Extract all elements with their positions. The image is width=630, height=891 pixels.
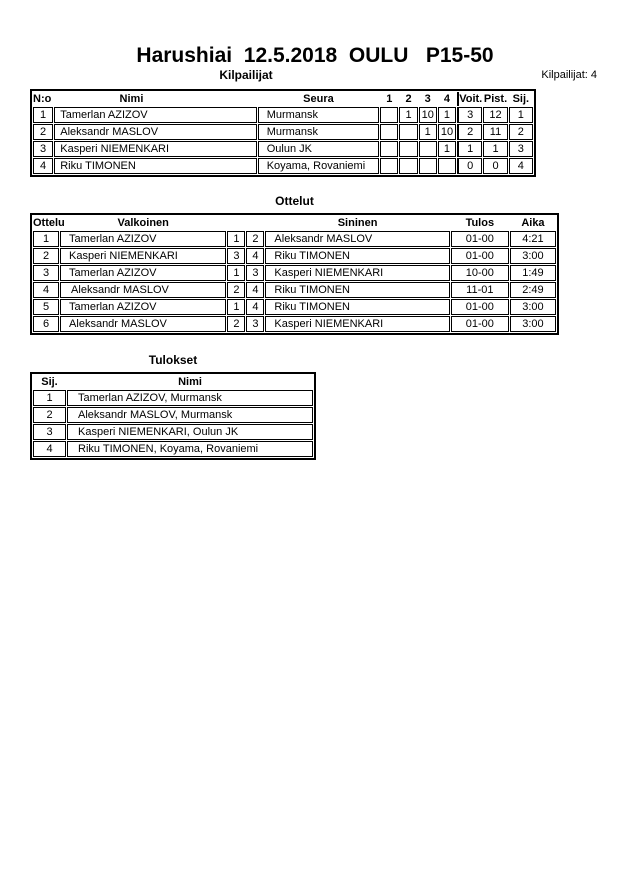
col-header-opp3: 3 bbox=[424, 93, 431, 105]
cell-m3 bbox=[419, 158, 437, 174]
cell-valkoinen: Tamerlan AZIZOV bbox=[60, 231, 226, 247]
cell-snum: 3 bbox=[246, 265, 264, 281]
table-row bbox=[33, 424, 313, 440]
cell-sij: 1 bbox=[509, 107, 533, 123]
cell-m4: 1 bbox=[438, 141, 456, 157]
table-row bbox=[33, 407, 313, 423]
matches-table bbox=[30, 213, 559, 335]
cell-snum: 4 bbox=[246, 282, 264, 298]
cell-aika: 3:00 bbox=[510, 316, 556, 332]
cell-m1 bbox=[380, 107, 398, 123]
cell-snum: 3 bbox=[246, 316, 264, 332]
cell-valkoinen: Aleksandr MASLOV bbox=[60, 316, 226, 332]
competitors-heading: Kilpailijat bbox=[219, 68, 273, 82]
cell-no: 4 bbox=[33, 158, 53, 174]
cell-match-no: 1 bbox=[33, 231, 59, 247]
col-header-snum bbox=[246, 216, 264, 230]
cell-seura: Oulun JK bbox=[258, 141, 379, 157]
cell-tulos: 01-00 bbox=[451, 299, 509, 315]
cell-nimi: Tamerlan AZIZOV, Murmansk bbox=[67, 390, 313, 406]
table-row bbox=[33, 248, 556, 264]
table-row bbox=[33, 316, 556, 332]
col-header-ottelu: Ottelu bbox=[33, 217, 65, 229]
competitors-count-label: Kilpailijat: 4 bbox=[541, 69, 597, 81]
table-header-row bbox=[33, 216, 556, 230]
cell-pist: 1 bbox=[483, 141, 507, 157]
cell-m3 bbox=[419, 141, 437, 157]
cell-sij: 2 bbox=[33, 407, 66, 423]
col-header-aika: Aika bbox=[521, 217, 545, 229]
col-header-voit: Voit. bbox=[457, 92, 482, 106]
cell-sininen: Riku TIMONEN bbox=[265, 299, 449, 315]
col-header-tulos: Tulos bbox=[465, 217, 495, 229]
table-row bbox=[33, 231, 556, 247]
col-header-sininen: Sininen bbox=[337, 217, 378, 229]
col-header-nimi: Nimi bbox=[178, 376, 202, 388]
cell-sij: 4 bbox=[33, 441, 66, 457]
cell-no: 1 bbox=[33, 107, 53, 123]
cell-aika: 3:00 bbox=[510, 248, 556, 264]
cell-seura: Murmansk bbox=[258, 124, 379, 140]
cell-aika: 3:00 bbox=[510, 299, 556, 315]
table-row bbox=[33, 158, 533, 174]
col-header-sij: Sij. bbox=[512, 93, 530, 105]
cell-sij: 1 bbox=[33, 390, 66, 406]
col-header-vnum bbox=[227, 216, 245, 230]
cell-match-no: 6 bbox=[33, 316, 59, 332]
cell-m1 bbox=[380, 141, 398, 157]
page-title: Harushiai 12.5.2018 OULU P15-50 bbox=[136, 44, 494, 67]
table-header-row bbox=[33, 375, 313, 389]
cell-sininen: Aleksandr MASLOV bbox=[265, 231, 449, 247]
cell-vnum: 1 bbox=[227, 231, 245, 247]
table-row bbox=[33, 299, 556, 315]
cell-seura: Murmansk bbox=[258, 107, 379, 123]
cell-sininen: Riku TIMONEN bbox=[265, 282, 449, 298]
table-row bbox=[33, 124, 533, 140]
cell-voit: 3 bbox=[457, 107, 482, 123]
cell-m4: 10 bbox=[438, 124, 456, 140]
cell-voit: 0 bbox=[457, 158, 482, 174]
cell-nimi: Kasperi NIEMENKARI bbox=[54, 141, 256, 157]
cell-snum: 4 bbox=[246, 299, 264, 315]
cell-tulos: 01-00 bbox=[451, 231, 509, 247]
cell-sij: 3 bbox=[33, 424, 66, 440]
cell-snum: 4 bbox=[246, 248, 264, 264]
col-header-seura: Seura bbox=[303, 93, 334, 105]
col-header-opp1: 1 bbox=[386, 93, 393, 105]
cell-nimi: Tamerlan AZIZOV bbox=[54, 107, 256, 123]
cell-nimi: Riku TIMONEN, Koyama, Rovaniemi bbox=[67, 441, 313, 457]
cell-vnum: 1 bbox=[227, 265, 245, 281]
cell-vnum: 1 bbox=[227, 299, 245, 315]
cell-m1 bbox=[380, 158, 398, 174]
cell-nimi: Riku TIMONEN bbox=[54, 158, 256, 174]
cell-m2 bbox=[399, 158, 417, 174]
cell-tulos: 10-00 bbox=[451, 265, 509, 281]
cell-sij: 3 bbox=[509, 141, 533, 157]
competitors-table bbox=[30, 89, 536, 177]
cell-valkoinen: Tamerlan AZIZOV bbox=[60, 299, 226, 315]
cell-no: 2 bbox=[33, 124, 53, 140]
cell-no: 3 bbox=[33, 141, 53, 157]
cell-tulos: 01-00 bbox=[451, 316, 509, 332]
cell-seura: Koyama, Rovaniemi bbox=[258, 158, 379, 174]
cell-m2: 1 bbox=[399, 107, 417, 123]
col-header-pist: Pist. bbox=[483, 93, 508, 105]
col-header-nimi: Nimi bbox=[119, 93, 144, 105]
col-header-opp2: 2 bbox=[405, 93, 412, 105]
results-heading: Tulokset bbox=[148, 353, 198, 367]
cell-match-no: 5 bbox=[33, 299, 59, 315]
cell-valkoinen: Tamerlan AZIZOV bbox=[60, 265, 226, 281]
cell-m2 bbox=[399, 124, 417, 140]
cell-tulos: 01-00 bbox=[451, 248, 509, 264]
cell-sij: 2 bbox=[509, 124, 533, 140]
table-row bbox=[33, 265, 556, 281]
col-header-valkoinen: Valkoinen bbox=[117, 217, 169, 229]
table-row bbox=[33, 390, 313, 406]
cell-nimi: Aleksandr MASLOV, Murmansk bbox=[67, 407, 313, 423]
cell-m4 bbox=[438, 158, 456, 174]
table-header-row bbox=[33, 92, 533, 106]
cell-sininen: Kasperi NIEMENKARI bbox=[265, 265, 449, 281]
col-header-no: N:o bbox=[33, 93, 52, 105]
table-row bbox=[33, 107, 533, 123]
col-header-sij: Sij. bbox=[41, 376, 58, 388]
matches-heading: Ottelut bbox=[275, 194, 314, 208]
cell-sininen: Riku TIMONEN bbox=[265, 248, 449, 264]
table-row bbox=[33, 141, 533, 157]
cell-aika: 4:21 bbox=[510, 231, 556, 247]
cell-m3: 10 bbox=[419, 107, 437, 123]
cell-match-no: 3 bbox=[33, 265, 59, 281]
cell-voit: 2 bbox=[457, 124, 482, 140]
cell-vnum: 2 bbox=[227, 282, 245, 298]
cell-valkoinen: Kasperi NIEMENKARI bbox=[60, 248, 226, 264]
cell-nimi: Aleksandr MASLOV bbox=[54, 124, 256, 140]
cell-valkoinen: Aleksandr MASLOV bbox=[60, 282, 226, 298]
cell-aika: 1:49 bbox=[510, 265, 556, 281]
cell-sininen: Kasperi NIEMENKARI bbox=[265, 316, 449, 332]
cell-match-no: 2 bbox=[33, 248, 59, 264]
cell-aika: 2:49 bbox=[510, 282, 556, 298]
cell-nimi: Kasperi NIEMENKARI, Oulun JK bbox=[67, 424, 313, 440]
cell-m2 bbox=[399, 141, 417, 157]
cell-vnum: 3 bbox=[227, 248, 245, 264]
cell-match-no: 4 bbox=[33, 282, 59, 298]
results-table bbox=[30, 372, 316, 460]
table-row bbox=[33, 282, 556, 298]
table-row bbox=[33, 441, 313, 457]
cell-tulos: 11-01 bbox=[451, 282, 509, 298]
col-header-opp4: 4 bbox=[443, 93, 451, 105]
cell-pist: 11 bbox=[483, 124, 507, 140]
cell-pist: 0 bbox=[483, 158, 507, 174]
cell-snum: 2 bbox=[246, 231, 264, 247]
cell-sij: 4 bbox=[509, 158, 533, 174]
cell-voit: 1 bbox=[457, 141, 482, 157]
cell-m1 bbox=[380, 124, 398, 140]
cell-m4: 1 bbox=[438, 107, 456, 123]
cell-m3: 1 bbox=[419, 124, 437, 140]
cell-pist: 12 bbox=[483, 107, 507, 123]
cell-vnum: 2 bbox=[227, 316, 245, 332]
